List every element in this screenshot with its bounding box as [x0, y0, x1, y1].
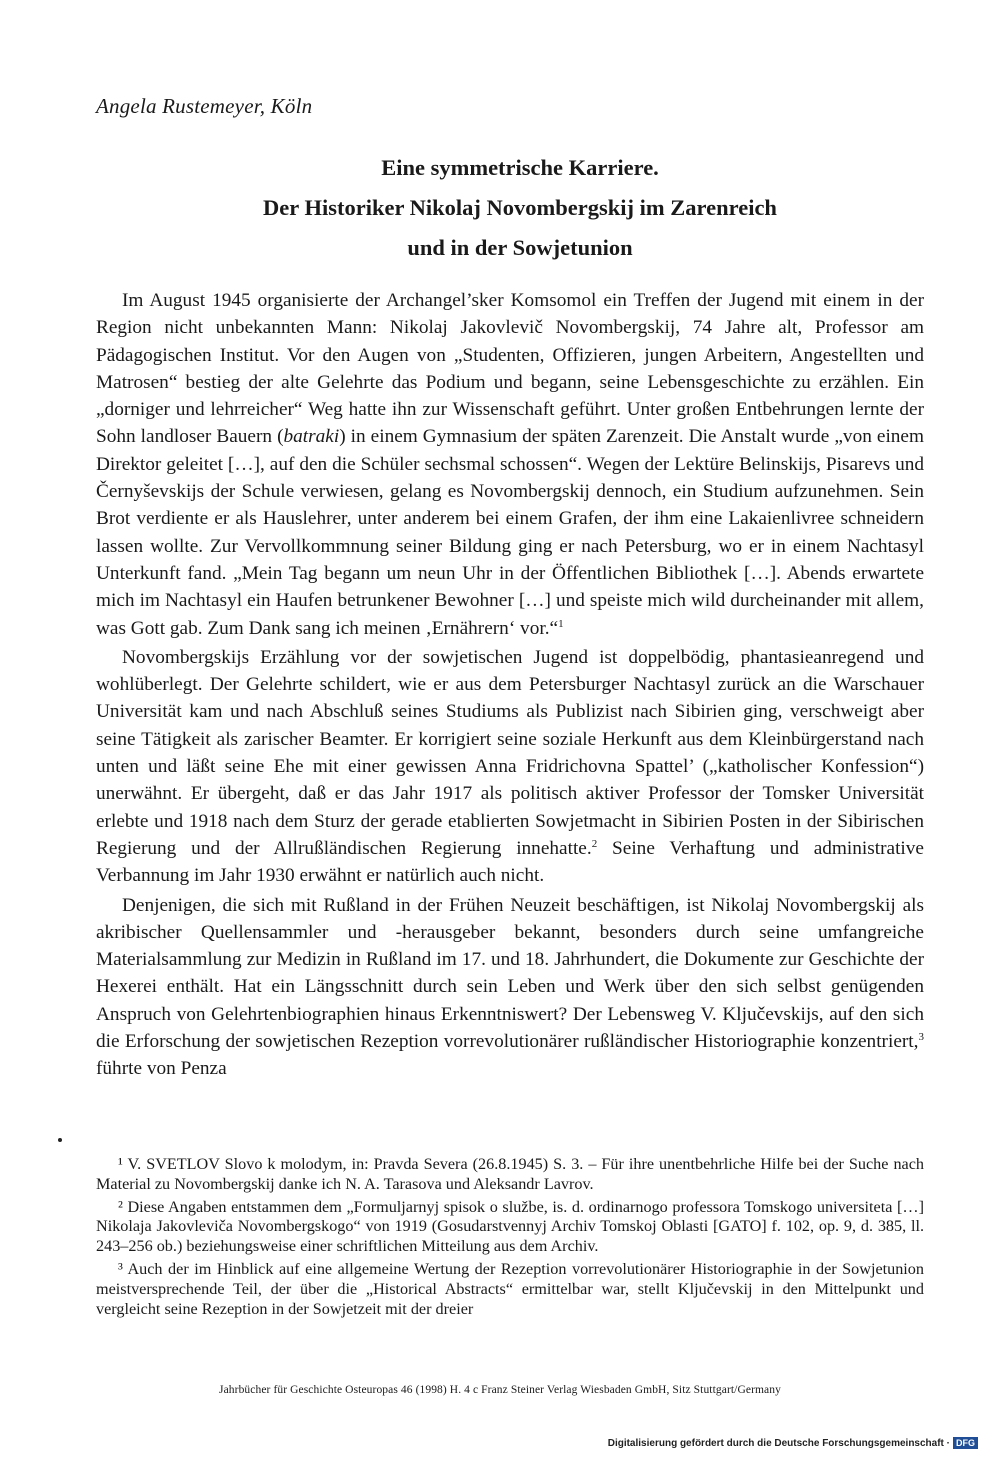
footnote-ref-3: 3	[918, 1031, 924, 1044]
footnote-ref-2: 2	[591, 837, 598, 850]
paragraph-1-text-a: Im August 1945 organisierte der Archangel’sker Komsomol ein Treffen der Jugend mit einem in der Region nicht unbekannten Mann: Nikolaj Jakovlevič Novombergskij, 74 Jahre alt, Professor am Pädagogischen Institut. Vor den Augen von „Studenten, Offizieren, jungen Arbeitern, Angestellten und Matrosen“ bestieg der alte Gelehrte das Podium und begann, seine Lebensgeschichte zu erzählen. Ein „dorniger und lehrreicher“ Weg hatte ihn zur Wissenschaft geführt. Unter großen Entbehrungen lernte der Sohn landloser Bauern (	[96, 290, 924, 448]
article-title	[100, 148, 940, 268]
footnote-ref-1: 1	[558, 617, 564, 630]
paragraph-3-text-b: führte von Penza	[96, 1058, 227, 1080]
article-body	[96, 287, 924, 1083]
author-line: Angela Rustemeyer, Köln	[96, 94, 313, 118]
footnotes	[96, 1155, 924, 1322]
publisher-imprint: Jahrbücher für Geschichte Osteuropas 46 (1998) H. 4 c Franz Steiner Verlag Wiesbaden GmbH, Sitz Stuttgart/Germany	[219, 1384, 781, 1396]
dfg-credit-text: Digitalisierung gefördert durch die Deutsche Forschungsgemeinschaft ·	[607, 1437, 950, 1449]
paragraph-3	[96, 892, 924, 1083]
margin-dot	[58, 1138, 62, 1142]
paragraph-3-text-a: Denjenigen, die sich mit Rußland in der Frühen Neuzeit beschäftigen, ist Nikolaj Novombergskij als akribischer Quellensammler und -herausgeber bekannt, besonders durch seine umfangreiche Materialsammlung zur Medizin in Rußland im 17. und 18. Jahrhundert, die Dokumente zur Geschichte der Hexerei enthält. Hat ein Längsschnitt durch sein Leben und Werk über den sich selbst genügenden Anspruch von Gelehrtenbiographien hinaus Erkenntniswert? Der Lebensweg V. Ključevskijs, auf den sich die Erforschung der sowjetischen Rezeption vorrevolutionärer rußländischer Historiographie konzentriert,	[96, 894, 924, 1053]
paragraph-2-text-a: Novombergskijs Erzählung vor der sowjetischen Jugend ist doppelbödig, phantasieanregend und wohlüberlegt. Der Gelehrte schildert, wie er aus dem Petersburger Nachtasyl zurück an die Warschauer Universität kam und nach Abschluß seines Studiums als Publizist nach Sibirien ging, verschweigt aber seine Tätigkeit als zarischer Beamter. Er korrigiert seine soziale Herkunft aus dem Kleinbürgerstand nach unten und läßt seine Ehe mit einer gewissen Anna Fridrichovna Spattel’ („katholischer Konfession“) unerwähnt. Er übergeht, daß er das Jahr 1917 als politisch aktiver Professor der Tomsker Universität erlebte und 1918 nach dem Sturz der gerade etablierten Sowjetmacht in Sibirien Posten in der Sibirischen Regierung und der Allrußländischen Regierung innehatte.	[96, 646, 924, 859]
title-line-1: Eine symmetrische Karriere.	[381, 155, 659, 180]
footnote-1: ¹ V. SVETLOV Slovo k molodym, in: Pravda Severa (26.8.1945) S. 3. – Für ihre unentbehrliche Hilfe bei der Suche nach Material zu Novombergskij danke ich N. A. Tarasova und Aleksandr Lavrov.	[96, 1155, 924, 1193]
title-line-3: und in der Sowjetunion	[407, 235, 633, 260]
paragraph-2	[96, 644, 924, 890]
footnote-2: ² Diese Angaben entstammen dem „Formuljarnyj spisok o službe, is. d. ordinarnogo professora Tomskogo universiteta […] Nikolaja Jakovleviča Novombergskogo“ von 1919 (Gosudarstvennyj Archiv Tomskoj Oblasti [GATO] f. 102, op. 9, d. 385, ll. 243–256 ob.) beziehungsweise einer schriftlichen Mitteilung aus dem Archiv.	[96, 1197, 924, 1256]
paragraph-2-text-b: Seine Verhaftung und administrative Verbannung im Jahr 1930 erwähnt er natürlich auch nicht.	[96, 837, 924, 887]
dfg-logo-icon: DFG	[953, 1437, 978, 1449]
dfg-credit	[608, 1437, 978, 1449]
paragraph-1-italic-term: batraki	[283, 426, 340, 448]
footnote-3: ³ Auch der im Hinblick auf eine allgemeine Wertung der Rezeption vorrevolutionärer Historiographie in der Sowjetunion meistversprechende Teil, der über die „Historical Abstracts“ ermittelbar war, stellt Ključevskij in den Mittelpunkt und vergleicht seine Rezeption in der Sowjetzeit mit der dreier	[96, 1259, 924, 1318]
paragraph-1	[96, 287, 924, 642]
title-line-2: Der Historiker Nikolaj Novombergskij im Zarenreich	[263, 195, 777, 220]
paragraph-1-text-b: ) in einem Gymnasium der späten Zarenzeit. Die Anstalt wurde „von einem Direktor geleitet […], auf den die Schüler sechsmal schossen“. Wegen der Lektüre Belinskijs, Pisarevs und Černyševskijs der Schule verwiesen, gelang es Novombergskij dennoch, ein Studium aufzunehmen. Sein Brot verdiente er als Hauslehrer, unter anderem bei einem Grafen, der ihm eine Lakaienlivree schneidern lassen wollte. Zur Vervollkommnung seiner Bildung ging er nach Petersburg, wo er in einem Nachtasyl Unterkunft fand. „Mein Tag begann um neun Uhr in der Öffentlichen Bibliothek […]. Abends erwartete mich im Nachtasyl ein Haufen betrunkener Bewohner […] und speiste mich wild durcheinander mit allem, was Gott gab. Zum Dank sang ich meinen ‚Ernährern‘ vor.“	[96, 426, 924, 639]
